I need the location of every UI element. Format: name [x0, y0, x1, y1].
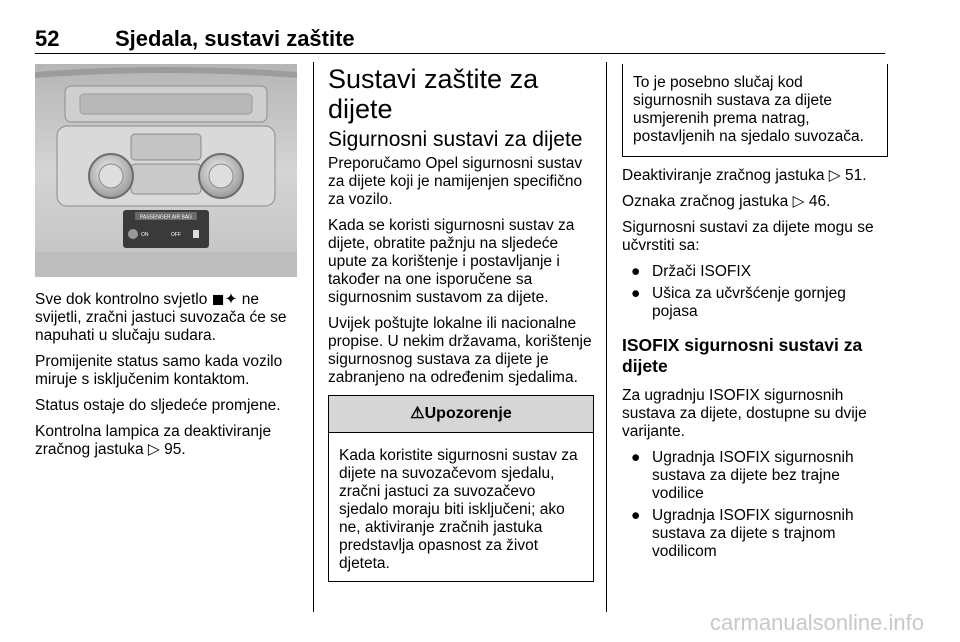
dashboard-illustration — [35, 64, 297, 277]
airbag-off-icon: ◼✦ — [211, 291, 238, 308]
list-item: ● Ušica za učvršćenje gornjeg pojasa — [631, 285, 846, 320]
fastening-list — [622, 263, 888, 321]
isofix-heading: ISOFIX sigurnosni sustavi za dijete — [622, 335, 863, 376]
list-item: ● Ugradnja ISOFIX sigurnosnih sustava za dijete bez trajne vodilice — [631, 449, 854, 502]
column-3 — [622, 64, 888, 569]
paragraph-regulations: Uvijek poštujte lokalne ili nacionalne propise. U nekim državama, korištenje sigurnosnog sustava za dijete je zabranjeno na određenim sjedalima. — [328, 315, 592, 386]
warning-title: ⚠Upozorenje — [329, 396, 593, 433]
dashboard-figure — [35, 64, 297, 277]
page-ref-icon: ▷ — [828, 167, 841, 184]
paragraph-usage: Kada se koristi sigurnosni sustav za dijete, obratite pažnju na sljedeće upute za korištenje i postavljanje i također na one isporučene sa sigurnosnim sustavom za dijete. — [328, 217, 575, 306]
paragraph-recommend: Preporučamo Opel sigurnosni sustav za dijete koji je namijenjen specifično za vozilo. — [328, 155, 583, 208]
warning-box — [328, 395, 594, 582]
section-heading: Sustavi zaštite za dijete — [328, 64, 539, 124]
paragraph-status-change: Promijenite status samo kada vozilo miruje s isključenim kontaktom. — [35, 353, 283, 388]
airbag-panel-label: PASSENGER AIR BAG — [139, 214, 193, 221]
page-title: Sjedala, sustavi zaštite — [115, 26, 355, 51]
warning-box-continued: To je posebno slučaj kod sigurnosnih sustava za dijete usmjerenih prema natrag, postavljenih na sjedalo suvozača. — [622, 64, 888, 157]
header-rule — [35, 53, 885, 54]
paragraph-status-persist: Status ostaje do sljedeće promjene. — [35, 397, 281, 414]
column-divider-2 — [606, 62, 607, 612]
paragraph-fastening: Sigurnosni sustavi za dijete mogu se učvrstiti sa: — [622, 219, 874, 254]
column-divider-1 — [313, 62, 314, 612]
isofix-variants-list — [622, 449, 888, 561]
column-1 — [35, 64, 297, 467]
paragraph-lamp-reference: Kontrolna lampica za deaktiviranje zračnog jastuka ▷ 95. — [35, 423, 272, 458]
paragraph-airbag-deactivation: Deaktiviranje zračnog jastuka ▷ 51. — [622, 167, 867, 184]
airbag-off-label: OFF — [171, 232, 181, 238]
paragraph-isofix: Za ugradnju ISOFIX sigurnosnih sustava za dijete, dostupne su dvije varijante. — [622, 387, 867, 440]
page-header — [35, 26, 885, 54]
paragraph-airbag-label: Oznaka zračnog jastuka ▷ 46. — [622, 193, 831, 210]
page-ref-icon: ▷ — [147, 441, 160, 458]
watermark: carmanualsonline.info — [709, 610, 924, 635]
warning-body: Kada koristite sigurnosni sustav za dijete na suvozačevom sjedalu, zračni jastuci za suvozačevo sjedalo moraju biti isključeni; ako ne, aktiviranje zračnih jastuka predstavlja opasnost za život djeteta. — [339, 447, 578, 572]
page-number: 52 — [35, 26, 60, 51]
column-2 — [328, 64, 594, 582]
warning-icon: ⚠ — [410, 405, 425, 422]
subsection-heading: Sigurnosni sustavi za dijete — [328, 128, 583, 151]
paragraph-indicator: Sve dok kontrolno svjetlo ◼✦ ne svijetli, zračni jastuci suvozača će se napuhati u slučaju sudara. — [35, 291, 287, 344]
list-item: ● Držači ISOFIX — [631, 263, 752, 280]
page-ref-icon: ▷ — [792, 193, 805, 210]
airbag-on-label: ON — [141, 232, 149, 238]
list-item: ● Ugradnja ISOFIX sigurnosnih sustava za dijete s trajnom vodilicom — [631, 507, 854, 560]
